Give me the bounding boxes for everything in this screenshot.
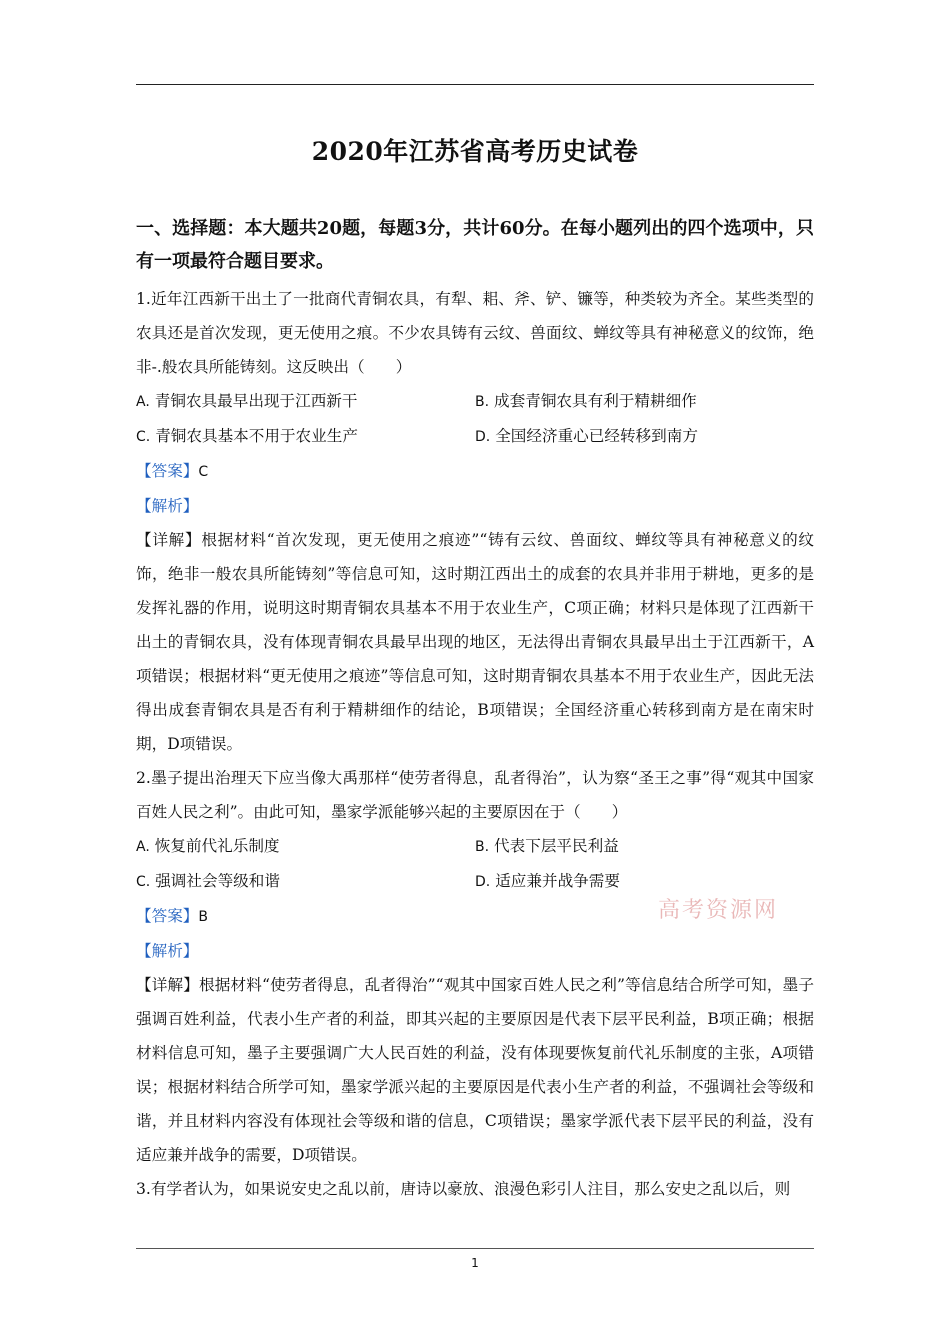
analysis-2-label: 【解析】 (136, 942, 199, 960)
header-rule (136, 84, 814, 85)
option-2b: B. 代表下层平民利益 (475, 837, 619, 855)
watermark: 高考资源网 (658, 898, 779, 923)
exam-content (136, 212, 814, 1206)
answer-value: B (198, 909, 208, 925)
detail-1 (136, 523, 814, 761)
option-1a: A. 青铜农具最早出现于江西新干 (136, 392, 358, 410)
detail-text: 根据材料“首次发现，更无使用之痕迹”“铸有云纹、兽面纹、蝉纹等具有神秘意义的纹饰，绝非一般农具所能铸刻”等信息可知，这时期江西出土的成套的农具并非用于耕地，更多的是发挥礼器的作用，说明这时期青铜农具基本不用于农业生产，C项正确；材料只是体现了江西新干出土的青铜农具，没有体现青铜农具最早出现的地区，无法得出青铜农具最早出土于江西新干，A项错误；根据材料“更无使用之痕迹”等信息可知，这时期青铜农具基本不用于农业生产，因此无法得出成套青铜农具是否有利于精耕细作的结论，B项错误；全国经济重心转移到南方是在南宋时期，D项错误。 (136, 531, 814, 753)
analysis-1-label: 【解析】 (136, 497, 199, 515)
detail-label: 【详解】 (136, 976, 200, 994)
question-3-stem: 3.有学者认为，如果说安史之乱以前，唐诗以豪放、浪漫色彩引人注目，那么安史之乱以后，则 (136, 1180, 791, 1198)
question-2-stem: 2.墨子提出治理天下应当像大禹那样“使劳者得息，乱者得治”，认为察“圣王之事”得“观其中国家百姓人民之利”。由此可知，墨家学派能够兴起的主要原因在于（ ） (136, 769, 814, 821)
answer-value: C (198, 464, 209, 480)
detail-text: 根据材料“使劳者得息，乱者得治”“观其中国家百姓人民之利”等信息结合所学可知，墨子强调百姓利益，代表小生产者的利益，即其兴起的主要原因是代表下层平民利益，B项正确；根据材料信息可知，墨子主要强调广大人民百姓的利益，没有体现要恢复前代礼乐制度的主张，A项错误；根据材料结合所学可知，墨家学派兴起的主要原因是代表小生产者的利益，不强调社会等级和谐，并且材料内容没有体现社会等级和谐的信息，C项错误；墨家学派代表下层平民的利益，没有适应兼并战争的需要，D项错误。 (136, 976, 814, 1164)
option-1c: C. 青铜农具基本不用于农业生产 (136, 427, 358, 445)
question-2-options (136, 829, 814, 899)
detail-2 (136, 968, 814, 1172)
answer-label: 【答案】 (136, 907, 199, 925)
question-1-options (136, 384, 814, 454)
question-1-stem: 1.近年江西新干出土了一批商代青铜农具，有犁、耜、斧、铲、镰等，种类较为齐全。某些类型的农具还是首次发现，更无使用之痕。不少农具铸有云纹、兽面纹、蝉纹等具有神秘意义的纹饰，绝非-.般农具所能铸刻。这反映出（ ） (136, 290, 814, 376)
option-2d: D. 适应兼并战争需要 (475, 872, 620, 890)
answer-1 (136, 454, 814, 489)
option-2a: A. 恢复前代礼乐制度 (136, 837, 280, 855)
option-2c: C. 强调社会等级和谐 (136, 872, 280, 890)
answer-label: 【答案】 (136, 462, 199, 480)
section-heading: 一、选择题：本大题共20题，每题3分，共计60分。在每小题列出的四个选项中，只有一项最符合题目要求。 (136, 218, 814, 272)
page-number: 1 (471, 1256, 479, 1270)
option-1b: B. 成套青铜农具有利于精耕细作 (475, 392, 697, 410)
option-1d: D. 全国经济重心已经转移到南方 (475, 427, 698, 445)
footer-rule (136, 1248, 814, 1249)
detail-label: 【详解】 (136, 531, 202, 549)
page-title: 2020年江苏省高考历史试卷 (311, 137, 639, 166)
